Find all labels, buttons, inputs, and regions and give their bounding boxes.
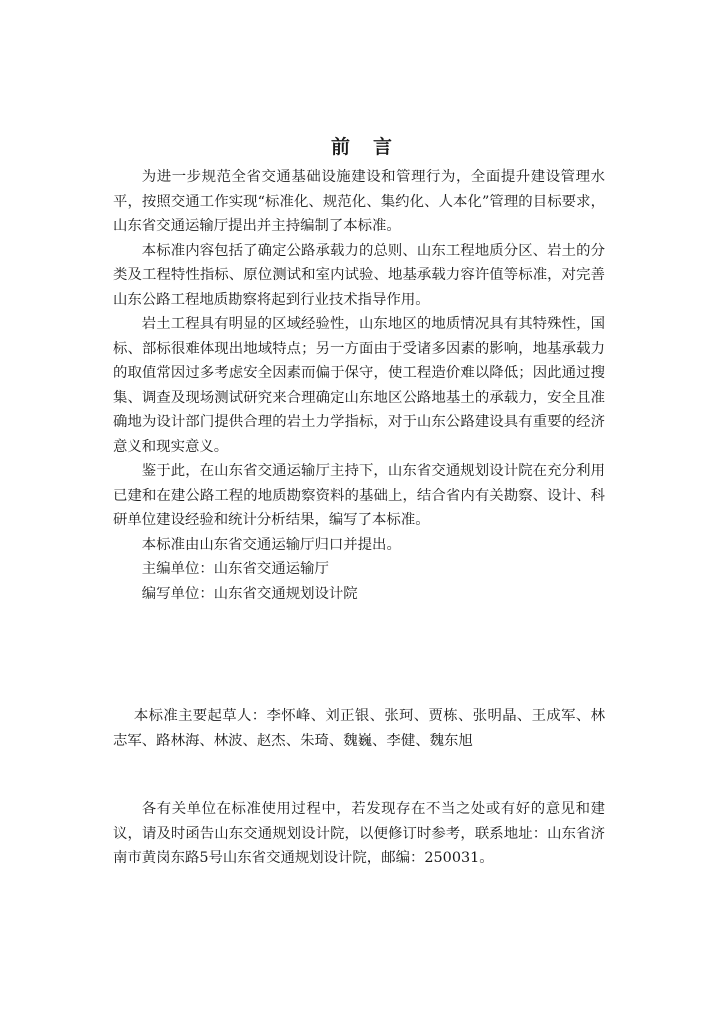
feedback-section: [113, 797, 605, 871]
paragraph-background: 岩土工程具有明显的区域经验性，山东地区的地质情况具有其特殊性，国标、部标很难体现出地域特点；另一方面由于受诸多因素的影响，地基承载力的取值常因过多考虑安全因素而偏于保守，使工程造价难以降低；因此通过搜集、调查及现场测试研究来合理确定山东地区公路地基土的承载力，安全且准确地为设计部门提供合理的岩土力学指标，对于山东公路建设具有重要的经济意义和现实意义。: [113, 316, 605, 455]
paragraph-compilation: 鉴于此，在山东省交通运输厅主持下，山东省交通规划设计院在充分利用已建和在建公路工程的地质勘察资料的基础上，结合省内有关勘察、设计、科研单位建设经验和统计分析结果，编写了本标准。: [113, 463, 605, 528]
paragraph-scope: 本标准内容包括了确定公路承载力的总则、山东工程地质分区、岩土的分类及工程特性指标、原位测试和室内试验、地基承载力容许值等标准，对完善山东公路工程地质勘察将起到行业技术指导作用。: [113, 242, 605, 308]
feedback-paragraph: 各有关单位在标准使用过程中，若发现存在不当之处或有好的意见和建议，请及时函告山东交通规划设计院，以便修订时参考，联系地址：山东省济南市黄岗东路5号山东省交通规划设计院，邮编：250031。: [113, 801, 605, 866]
paragraph-purpose: 为进一步规范全省交通基础设施建设和管理行为，全面提升建设管理水平，按照交通工作实现“标准化、规范化、集约化、人本化”管理的目标要求，山东省交通运输厅提出并主持编制了本标准。: [113, 169, 605, 234]
chief-editor-unit: 主编单位：山东省交通运输厅: [141, 561, 329, 577]
preface-body: [113, 165, 605, 606]
title-char-1: 前: [330, 136, 351, 158]
compiler-unit: 编写单位：山东省交通规划设计院: [141, 585, 358, 602]
title-char-2: 言: [373, 136, 394, 158]
proposal-statement: 本标准由山东省交通运输厅归口并提出。: [141, 536, 401, 553]
drafters-section: [113, 704, 605, 753]
page-title: [0, 132, 724, 159]
drafters-list: 本标准主要起草人：李怀峰、刘正银、张珂、贾栋、张明晶、王成军、林志军、路林海、林波、赵杰、朱琦、魏巍、李健、魏东旭: [113, 708, 605, 749]
